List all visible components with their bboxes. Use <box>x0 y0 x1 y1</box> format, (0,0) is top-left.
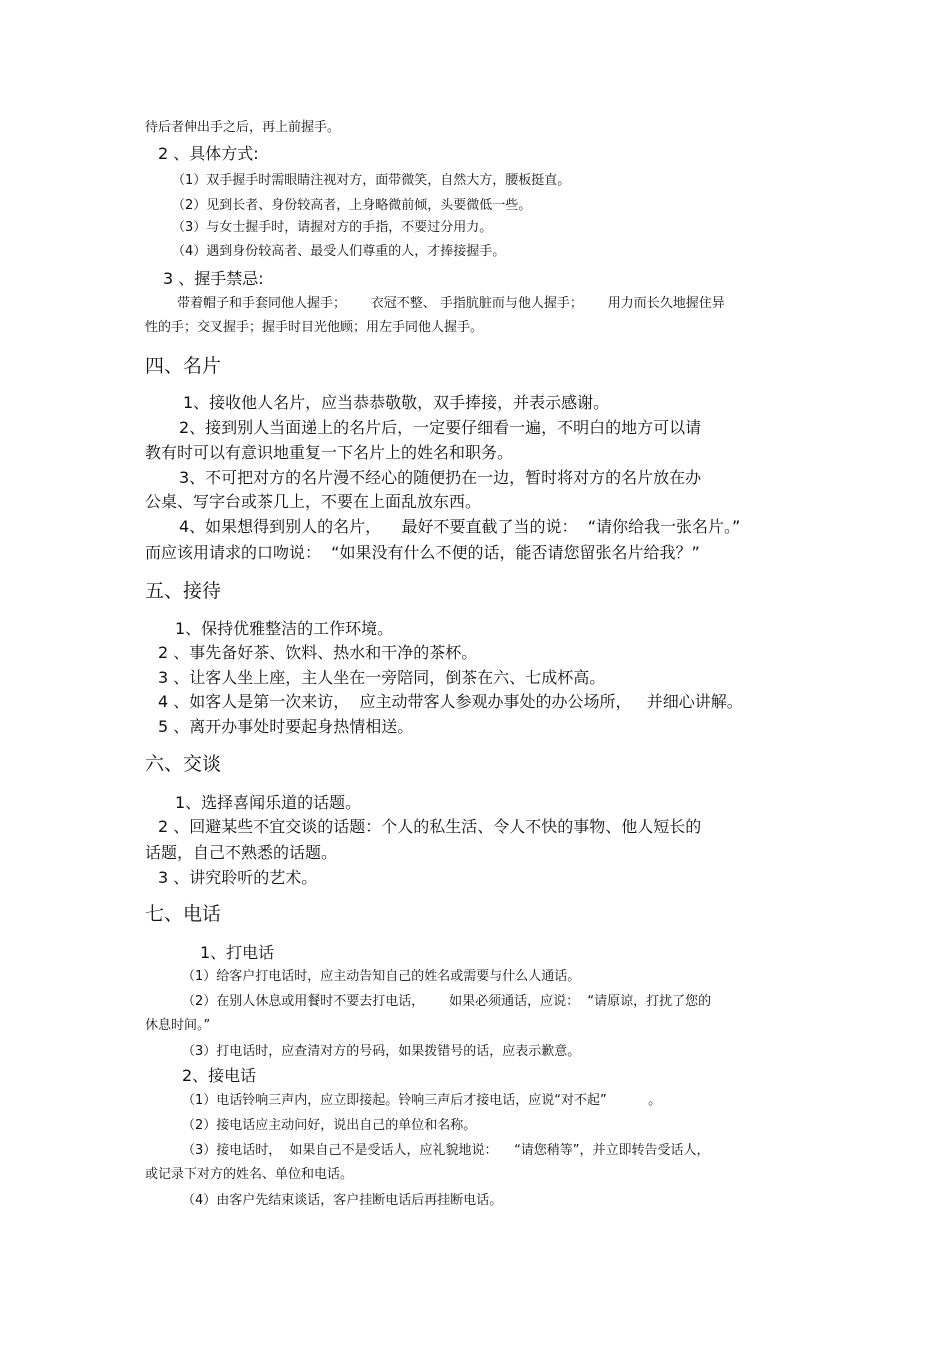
subsection-heading: 2、接电话 <box>182 1066 257 1085</box>
list-item: （1）给客户打电话时，应主动告知自己的姓名或需要与什么人通话。 <box>182 969 581 984</box>
text-line: 1、保持优雅整洁的工作环境。 <box>175 619 394 638</box>
subsection-heading: 2 、具体方式: <box>158 144 259 163</box>
text-line: 话题，自己不熟悉的话题。 <box>145 843 338 862</box>
text-line: 1、接收他人名片，应当恭恭敬敬，双手捧接，并表示感谢。 <box>183 393 610 412</box>
list-item: （1）电话铃响三声内，应立即接起。铃响三声后才接电话，应说“对不起” 。 <box>182 1093 662 1108</box>
text-line: 2、接到别人当面递上的名片后，一定要仔细看一遍，不明白的地方可以请 <box>179 418 702 437</box>
list-item: （2）在别人休息或用餐时不要去打电话， 如果必须通话，应说： “请原谅，打扰了您的 <box>182 994 712 1009</box>
text-line: 4 、如客人是第一次来访， 应主动带客人参观办事处的办公场所， 并细心讲解。 <box>158 692 743 711</box>
list-item: （2）接电话应主动问好，说出自己的单位和名称。 <box>182 1118 477 1133</box>
text-line: 待后者伸出手之后，再上前握手。 <box>145 120 341 135</box>
section-heading-telephone: 七、电话 <box>145 903 222 925</box>
list-item: （1）双手握手时需眼睛注视对方，面带微笑，自然大方，腰板挺直。 <box>172 173 571 188</box>
text-line: 2 、回避某些不宜交谈的话题：个人的私生活、令人不快的事物、他人短长的 <box>158 817 702 836</box>
text-line: 带着帽子和手套同他人握手； 衣冠不整、 手指肮脏而与他人握手； 用力而长久地握住异 <box>177 296 725 311</box>
subsection-heading: 1、打电话 <box>200 943 275 962</box>
section-heading-business-card: 四、名片 <box>145 355 222 377</box>
text-line: 5 、离开办事处时要起身热情相送。 <box>158 717 414 736</box>
section-heading-conversation: 六、交谈 <box>145 753 222 775</box>
text-line: 教有时可以有意识地重复一下名片上的姓名和职务。 <box>145 443 514 462</box>
list-item: （4）遇到身份较高者、最受人们尊重的人，才捧接握手。 <box>172 244 506 259</box>
text-line: 3 、讲究聆听的艺术。 <box>158 868 318 887</box>
list-item: （3）接电话时， 如果自己不是受话人，应礼貌地说： “请您稍等”，并立即转告受话人， <box>182 1143 710 1158</box>
text-line: 2 、事先备好茶、饮料、热水和干净的茶杯。 <box>158 643 478 662</box>
list-item: （3）与女士握手时，请握对方的手指，不要过分用力。 <box>172 220 493 235</box>
section-heading-reception: 五、接待 <box>145 580 222 602</box>
text-line: 或记录下对方的姓名、单位和电话。 <box>145 1167 354 1182</box>
list-item: （4）由客户先结束谈话，客户挂断电话后再挂断电话。 <box>182 1193 503 1208</box>
text-line: 3 、让客人坐上座，主人坐在一旁陪同，倒茶在六、七成杯高。 <box>158 668 606 687</box>
text-line: 3、不可把对方的名片漫不经心的随便扔在一边，暂时将对方的名片放在办 <box>179 468 702 487</box>
text-line: 性的手；交叉握手；握手时目光他顾；用左手同他人握手。 <box>145 320 484 335</box>
text-line: 休息时间。” <box>145 1018 211 1033</box>
text-line: 公桌、写字台或茶几上，不要在上面乱放东西。 <box>145 492 482 511</box>
text-line: 1、选择喜闻乐道的话题。 <box>175 793 362 812</box>
list-item: （3）打电话时，应查清对方的号码，如果拨错号的话，应表示歉意。 <box>182 1044 581 1059</box>
text-line: 4、如果想得到别人的名片， 最好不要直截了当的说： “请你给我一张名片。” <box>179 517 741 536</box>
text-line: 而应该用请求的口吻说： “如果没有什么不便的话，能否请您留张名片给我？” <box>145 543 700 562</box>
list-item: （2）见到长者、身份较高者，上身略微前倾，头要微低一些。 <box>172 198 532 213</box>
subsection-heading: 3 、握手禁忌: <box>163 269 264 288</box>
